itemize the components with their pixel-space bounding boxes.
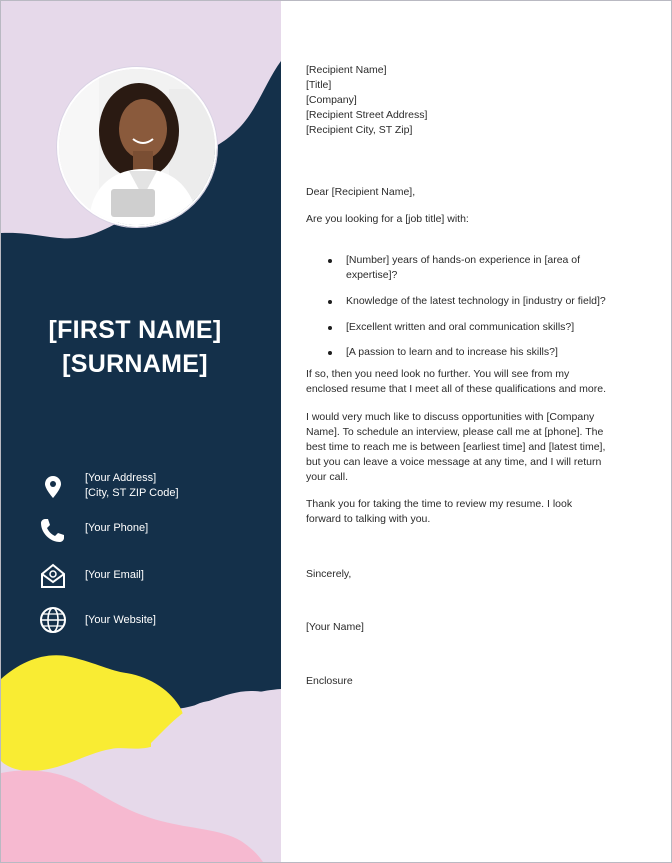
sidebar [1, 1, 281, 862]
email-text: [Your Email] [85, 569, 144, 581]
website-text: [Your Website] [85, 614, 156, 626]
paragraph-1 [306, 367, 606, 397]
paragraph-line: but you can leave a voice message at any time, and I will return [306, 456, 602, 468]
recipient-title: [Title] [306, 79, 332, 91]
phone-text: [Your Phone] [85, 522, 149, 534]
profile-photo [57, 67, 217, 227]
intro-line: Are you looking for a [job title] with: [306, 213, 469, 225]
contact-email [1, 560, 281, 600]
first-name: [FIRST NAME] [48, 316, 222, 344]
closing: Sincerely, [306, 568, 352, 580]
signature-name: [Your Name] [306, 621, 364, 633]
phone-icon [37, 514, 69, 546]
recipient-company: [Company] [306, 94, 357, 106]
email-icon [37, 560, 69, 592]
paragraph-line: best time to reach me is between [earliest time] and [latest time], [306, 441, 606, 453]
surname: [SURNAME] [62, 350, 208, 378]
bullet-dot [328, 326, 332, 330]
bullet-text: [Number] years of hands-on experience in [area of [346, 254, 581, 266]
recipient-city: [Recipient City, ST Zip] [306, 124, 413, 136]
salutation: Dear [Recipient Name], [306, 186, 416, 198]
location-pin-icon [37, 471, 69, 503]
globe-icon [37, 604, 69, 636]
contact-address [1, 471, 281, 511]
bullet-dot [328, 300, 332, 304]
profile-photo-illustration [59, 69, 215, 225]
contact-website [1, 604, 281, 644]
bullet-dot [328, 351, 332, 355]
recipient-name: [Recipient Name] [306, 64, 387, 76]
recipient-block [306, 63, 646, 138]
paragraph-line: your call. [306, 471, 349, 483]
paragraph-2 [306, 410, 605, 485]
bullet-text: [Excellent written and oral communication skills?] [346, 321, 575, 333]
paragraph-line: Thank you for taking the time to review my resume. I look [306, 498, 573, 510]
paragraph-line: I would very much like to discuss opportunities with [Company [306, 411, 595, 423]
bullet-dot [328, 259, 332, 263]
paragraph-line: enclosed resume that I meet all of these qualifications and more. [306, 383, 606, 395]
bullet-text: Knowledge of the latest technology in [industry or field]? [346, 295, 606, 307]
contact-phone [1, 514, 281, 554]
bullet-text: expertise]? [346, 269, 398, 281]
recipient-street: [Recipient Street Address] [306, 109, 428, 121]
paragraph-3 [306, 497, 572, 527]
enclosure-note: Enclosure [306, 675, 353, 687]
paragraph-line: Name]. To schedule an interview, please call me at [phone]. The [306, 426, 604, 438]
paragraph-line: If so, then you need look no further. You will see from my [306, 368, 570, 380]
bullet-text: [A passion to learn and to increase his skills?] [346, 346, 558, 358]
address-line-1: [Your Address] [85, 472, 157, 484]
paragraph-line: forward to talking with you. [306, 513, 431, 525]
address-line-2: [City, ST ZIP Code] [85, 487, 179, 499]
